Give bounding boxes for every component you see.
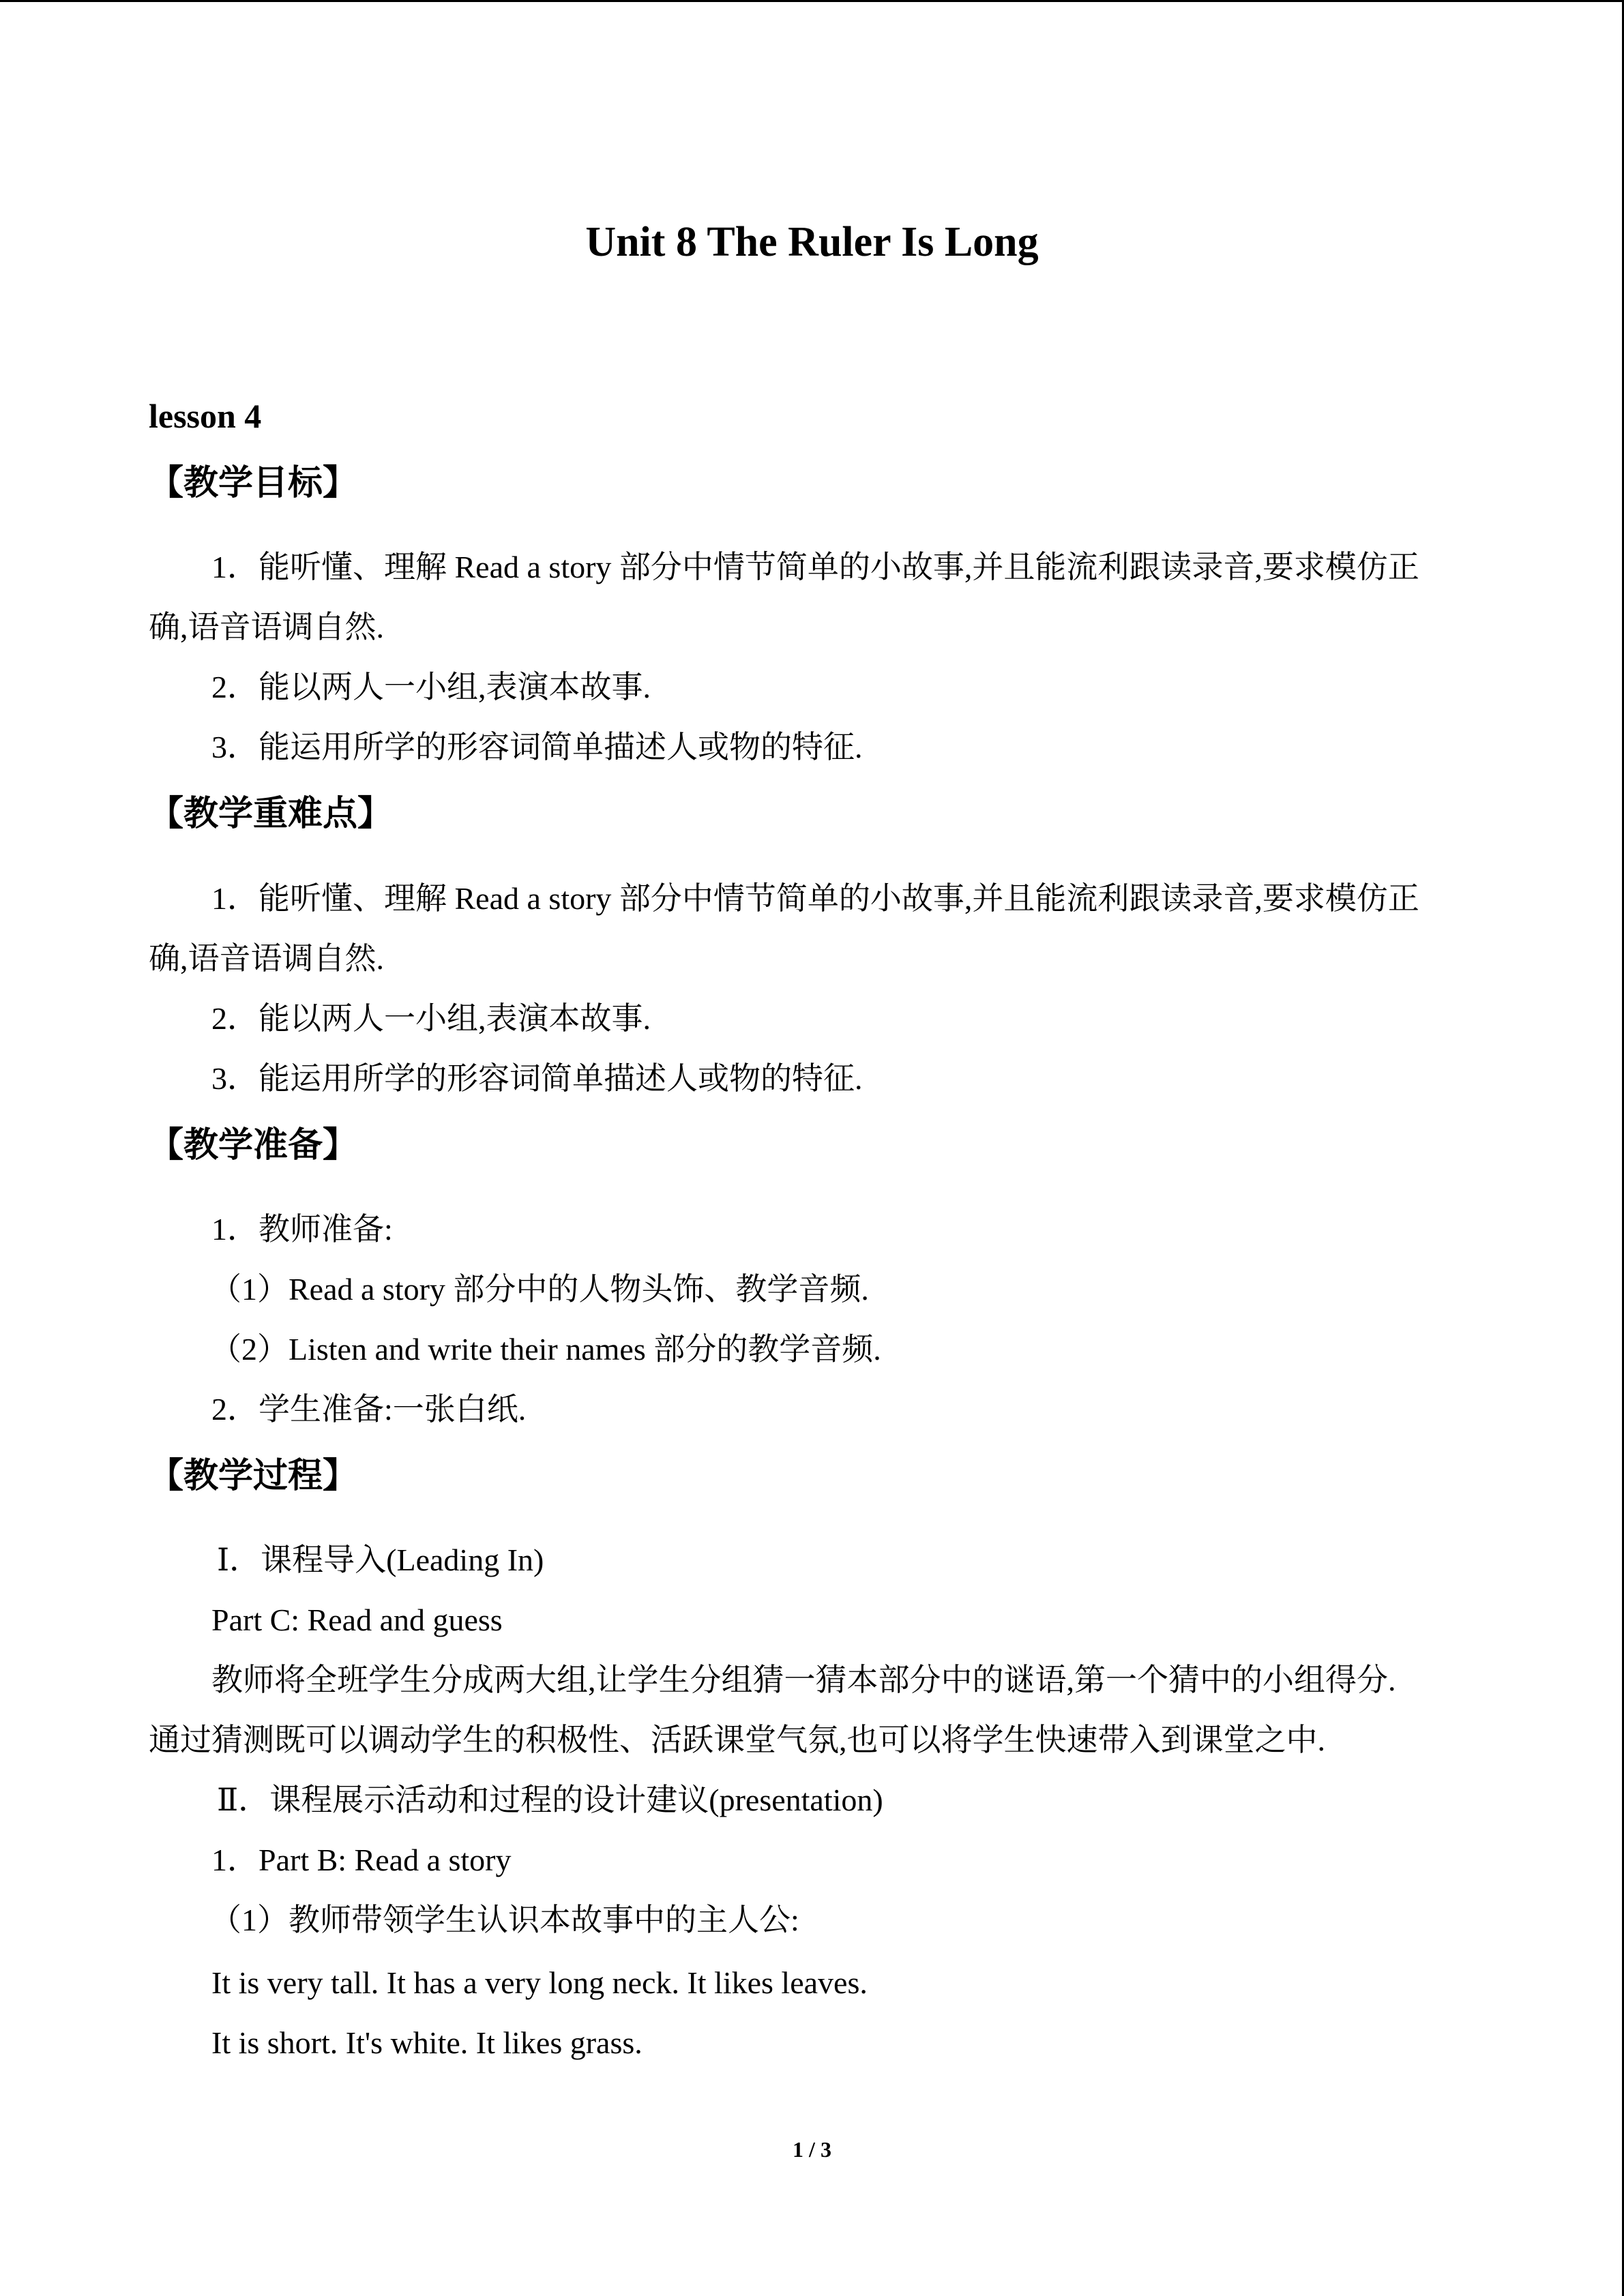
key-points-item2: 2．能以两人一小组,表演本故事. xyxy=(211,1001,651,1036)
objectives-heading: 【教学目标】 xyxy=(149,463,358,503)
key-points-heading: 【教学重难点】 xyxy=(149,794,393,834)
process-sentence2: It is short. It's white. It likes grass. xyxy=(211,2025,643,2060)
preparation-heading: 【教学准备】 xyxy=(149,1125,358,1165)
objectives-item3: 3．能运用所学的形容词简单描述人或物的特征. xyxy=(211,730,863,764)
preparation-item1: 1．教师准备: xyxy=(211,1212,393,1247)
objectives-item1-line1: 1．能听懂、理解 Read a story 部分中情节简单的小故事,并且能流利跟读录音,要求模仿正 xyxy=(211,550,1419,584)
lesson-label: lesson 4 xyxy=(149,397,262,435)
objectives-item2: 2．能以两人一小组,表演本故事. xyxy=(211,670,651,704)
key-points-item3: 3．能运用所学的形容词简单描述人或物的特征. xyxy=(211,1061,863,1096)
process-step2: Ⅱ．课程展示活动和过程的设计建议(presentation) xyxy=(217,1783,883,1817)
page-border-top xyxy=(0,0,1624,2)
preparation-item2: 2．学生准备:一张白纸. xyxy=(211,1392,527,1427)
page-number: 1 / 3 xyxy=(793,2137,831,2162)
process-sub1: （1）教师带领学生认识本故事中的主人公: xyxy=(210,1903,799,1937)
document-title: Unit 8 The Ruler Is Long xyxy=(585,219,1039,265)
objectives-item1-line2: 确,语音语调自然. xyxy=(149,610,384,644)
process-para1-line1: 教师将全班学生分成两大组,让学生分组猜一猜本部分中的谜语,第一个猜中的小组得分. xyxy=(211,1663,1396,1697)
process-part-b: 1．Part B: Read a story xyxy=(211,1843,512,1877)
process-sentence1: It is very tall. It has a very long neck. It likes leaves. xyxy=(211,1965,868,2000)
key-points-item1-line2: 确,语音语调自然. xyxy=(149,941,384,976)
key-points-item1-line1: 1．能听懂、理解 Read a story 部分中情节简单的小故事,并且能流利跟读录音,要求模仿正 xyxy=(211,881,1419,916)
process-part-c: Part C: Read and guess xyxy=(211,1602,503,1637)
process-step1: Ⅰ．课程导入(Leading In) xyxy=(217,1542,544,1577)
preparation-item1-sub2: （2）Listen and write their names 部分的教学音频. xyxy=(210,1332,881,1367)
preparation-item1-sub1: （1）Read a story 部分中的人物头饰、教学音频. xyxy=(210,1272,869,1307)
process-para1-line2: 通过猜测既可以调动学生的积极性、活跃课堂气氛,也可以将学生快速带入到课堂之中. xyxy=(149,1723,1325,1757)
process-heading: 【教学过程】 xyxy=(149,1456,358,1496)
